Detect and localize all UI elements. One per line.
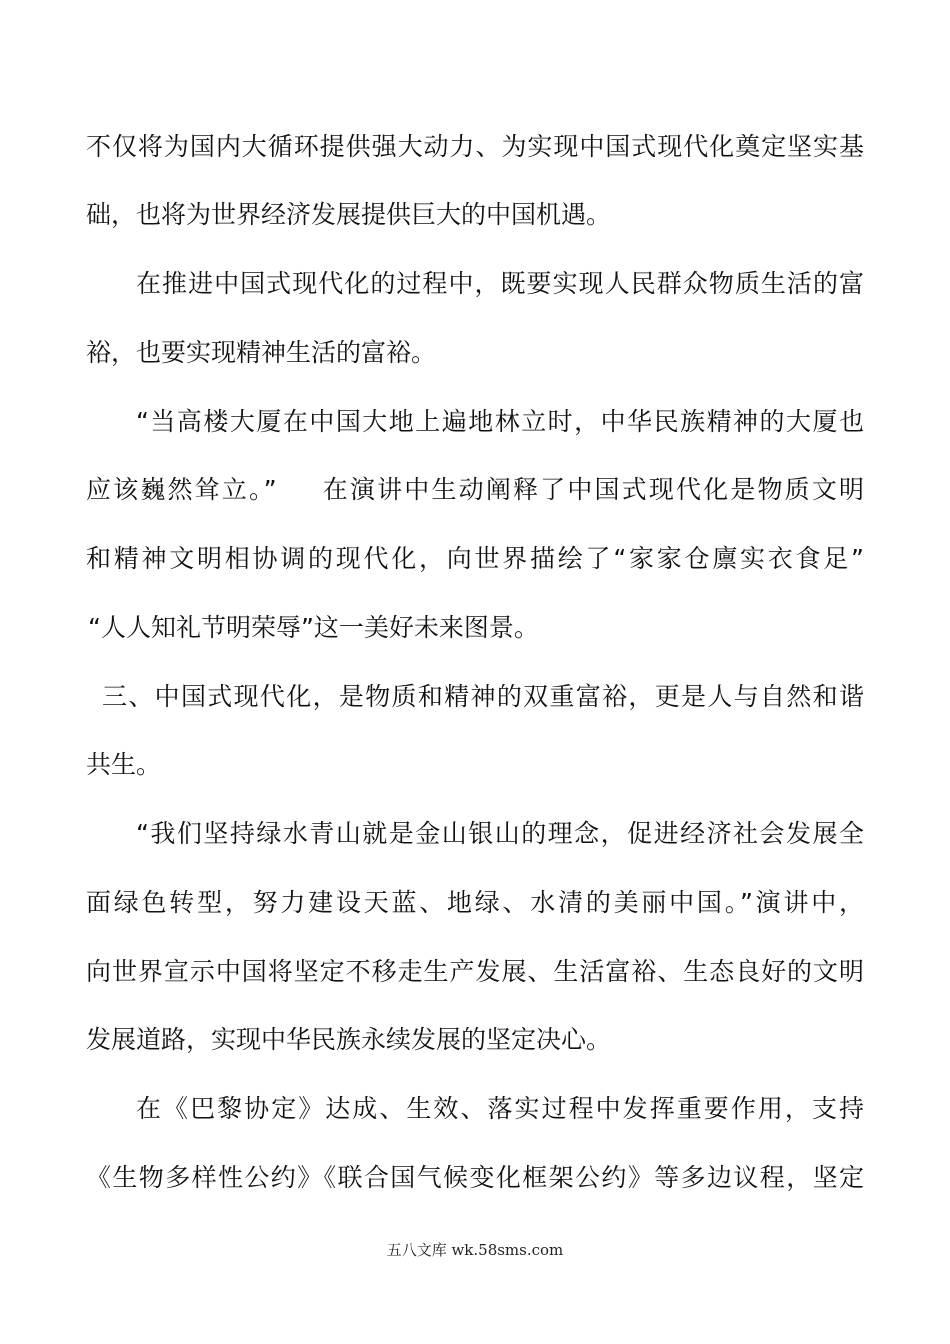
text-line: “人人知礼节明荣辱”这一美好未来图景。: [88, 613, 539, 642]
text-line: 共生。: [86, 750, 162, 779]
text-line: “当高楼大厦在中国大地上遍地林立时，中华民族精神的大厦也: [136, 407, 864, 436]
text-line: 《生物多样性公约》《联合国气候变化框架公约》等多边议程，坚定: [86, 1163, 864, 1192]
text-line: “我们坚持绿水青山就是金山银山的理念，促进经济社会发展全: [136, 819, 864, 848]
text-line: 在推进中国式现代化的过程中，既要实现人民群众物质生活的富: [136, 269, 864, 298]
text-line: 不仅将为国内大循环提供强大动力、为实现中国式现代化奠定坚实基: [86, 132, 864, 161]
text-line: 础，也将为世界经济发展提供巨大的中国机遇。: [86, 200, 612, 229]
text-line: 面绿色转型，努力建设天蓝、地绿、水清的美丽中国。”演讲中，: [86, 888, 864, 917]
page-footer: 五八文库 wk.58sms.com: [386, 1241, 564, 1259]
text-line-mixed: [86, 470, 864, 510]
text-line: 裕，也要实现精神生活的富裕。: [86, 338, 437, 367]
text-line: 和精神文明相协调的现代化，向世界描绘了“家家仓廪实衣食足”: [86, 544, 864, 573]
section-heading-line: 三、中国式现代化，是物质和精神的双重富裕，更是人与自然和谐: [102, 682, 864, 711]
text-line: 发展道路，实现中华民族永续发展的坚定决心。: [86, 1025, 612, 1054]
text-line: 向世界宣示中国将坚定不移走生产发展、生活富裕、生态良好的文明: [86, 957, 864, 986]
text-fragment: 在演讲中生动阐释了中国式现代化是物质文明: [320, 475, 864, 504]
text-line: 在《巴黎协定》达成、生效、落实过程中发挥重要作用，支持: [136, 1094, 864, 1123]
text-fragment: 应该巍然耸立。”: [86, 475, 277, 504]
